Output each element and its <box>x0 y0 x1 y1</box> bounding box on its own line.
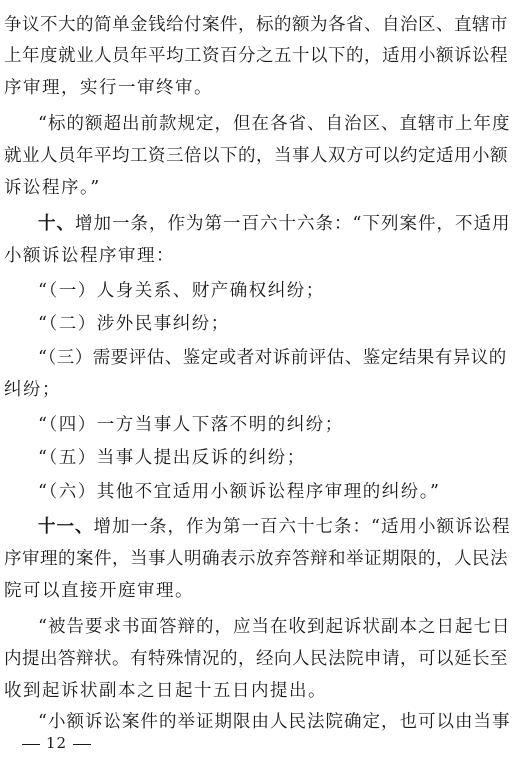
text-line: “（五）当事人提出反诉的纠纷； <box>38 448 306 468</box>
text-line: 争议不大的简单金钱给付案件，标的额为各省、自治区、直辖市 <box>4 15 508 35</box>
text-line: 内提出答辩状。有特殊情况的，经向人民法院申请，可以延长至 <box>4 649 508 669</box>
text-line: “（六）其他不宜适用小额诉讼程序审理的纠纷。” <box>38 482 441 502</box>
text-line: 院可以直接开庭审理。 <box>4 581 194 601</box>
text-line: “（四）一方当事人下落不明的纠纷； <box>38 415 344 435</box>
footer-dash-left <box>22 744 40 745</box>
text-line: 收到起诉状副本之日起十五日内提出。 <box>4 681 327 701</box>
text-line: “小额诉讼案件的举证期限由人民法院确定，也可以由当事 <box>38 712 511 732</box>
article-ten-line <box>38 213 510 235</box>
article-number-label: 十、 <box>38 214 75 234</box>
text-line: “（一）人身关系、财产确权纠纷； <box>38 281 325 301</box>
article-eleven-line <box>38 516 510 538</box>
text-line: 序审理，实行一审终审。 <box>4 78 213 98</box>
article-text: 增加一条，作为第一百六十六条：“下列案件，不适用 <box>75 214 511 234</box>
page-number: 12 <box>46 734 68 752</box>
text-line: “（三）需要评估、鉴定或者对诉前评估、鉴定结果有异议的 <box>38 348 507 368</box>
page-footer <box>16 733 97 753</box>
article-number-label: 十一、 <box>38 517 94 537</box>
text-line: 小额诉讼程序审理： <box>4 246 175 266</box>
text-line: “标的额超出前款规定，但在各省、自治区、直辖市上年度 <box>38 114 511 134</box>
text-line: 就业人员年平均工资三倍以下的，当事人双方可以约定适用小额 <box>4 146 508 166</box>
text-line: “（二）涉外民事纠纷； <box>38 314 230 334</box>
text-line: 诉讼程序。” <box>4 178 101 198</box>
text-line: 纠纷； <box>4 380 61 400</box>
text-line: 序审理的案件，当事人明确表示放弃答辩和举证期限的，人民法 <box>4 549 508 569</box>
text-line: 上年度就业人员年平均工资百分之五十以下的，适用小额诉讼程 <box>4 46 508 66</box>
article-text: 增加一条，作为第一百六十七条：“适用小额诉讼程 <box>93 517 511 537</box>
text-line: “被告要求书面答辩的，应当在收到起诉状副本之日起七日 <box>38 617 511 637</box>
footer-dash-right <box>73 744 91 745</box>
